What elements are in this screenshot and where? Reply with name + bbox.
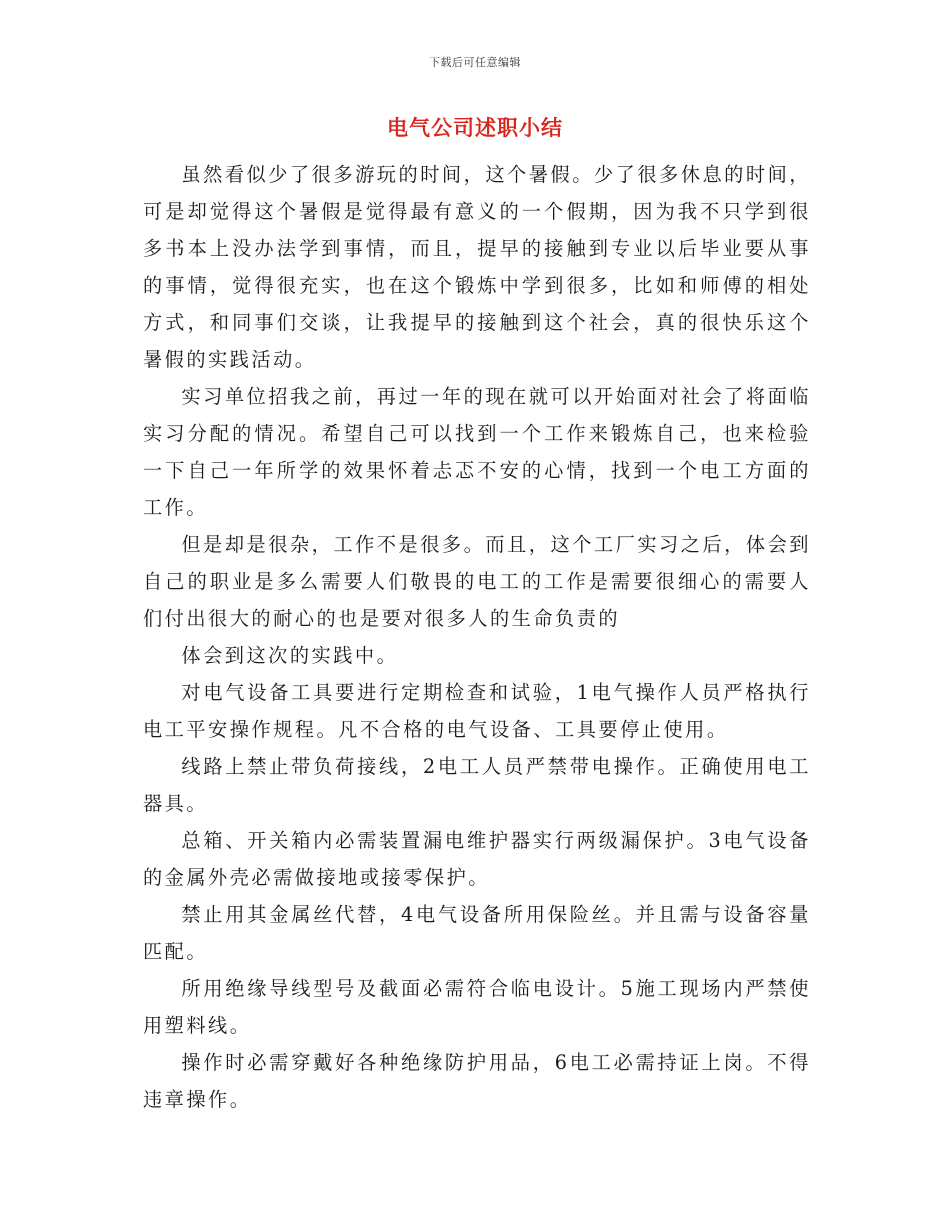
paragraph: 操作时必需穿戴好各种绝缘防护用品，6电工必需持证上岗。不得违章操作。	[143, 1051, 811, 1111]
paragraph: 对电气设备工具要进行定期检查和试验，1电气操作人员严格执行电工平安操作规程。凡不合格的电气设备、工具要停止使用。	[143, 681, 811, 741]
document-body	[143, 156, 811, 1118]
paragraph: 总箱、开关箱内必需装置漏电维护器实行两级漏保护。3电气设备的金属外壳必需做接地或接零保护。	[143, 829, 811, 889]
paragraph: 虽然看似少了很多游玩的时间，这个暑假。少了很多休息的时间，可是却觉得这个暑假是觉得最有意义的一个假期，因为我不只学到很多书本上没办法学到事情，而且，提早的接触到专业以后毕业要从事的事情，觉得很充实，也在这个锻炼中学到很多，比如和师傅的相处方式，和同事们交谈，让我提早的接触到这个社会，真的很快乐这个暑假的实践活动。	[143, 163, 811, 371]
paragraph: 所用绝缘导线型号及截面必需符合临电设计。5施工现场内严禁使用塑料线。	[143, 977, 811, 1037]
document-title: 电气公司述职小结	[387, 115, 563, 140]
paragraph: 禁止用其金属丝代替，4电气设备所用保险丝。并且需与设备容量匹配。	[143, 903, 811, 963]
paragraph: 实习单位招我之前，再过一年的现在就可以开始面对社会了将面临实习分配的情况。希望自己可以找到一个工作来锻炼自己，也来检验一下自己一年所学的效果怀着忐忑不安的心情，找到一个电工方面的工作。	[143, 385, 811, 519]
header-note: 下载后可任意编辑	[429, 56, 521, 69]
paragraph: 体会到这次的实践中。	[181, 644, 399, 667]
paragraph: 但是却是很杂，工作不是很多。而且，这个工厂实习之后，体会到自己的职业是多么需要人们敬畏的电工的工作是需要很细心的需要人们付出很大的耐心的也是要对很多人的生命负责的	[143, 533, 811, 630]
paragraph: 线路上禁止带负荷接线，2电工人员严禁带电操作。正确使用电工器具。	[143, 755, 811, 815]
